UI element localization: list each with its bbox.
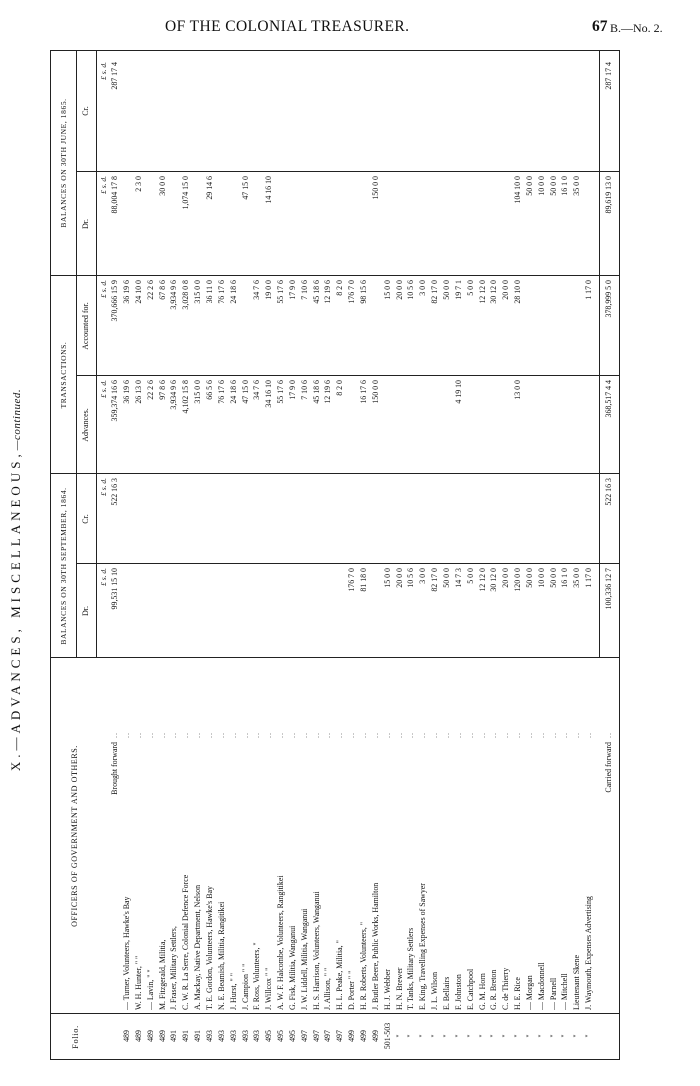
transactions-header: TRANSACTIONS.	[59, 341, 68, 409]
dr-1865-cell: 1,074 15 0	[181, 176, 191, 210]
dr-1864-cell: 176 7 0	[347, 568, 357, 592]
leader-dots: ..	[323, 732, 333, 738]
folio-cell: "	[524, 1034, 534, 1038]
folio-cell: "	[513, 1034, 523, 1038]
accounted-cell: 76 17 6	[216, 280, 226, 304]
folio-cell: 495	[264, 1030, 274, 1042]
advances-cell: 22 2 6	[145, 380, 155, 400]
cf-advances: 368,517 4 4	[604, 380, 613, 418]
folio-cell: 497	[335, 1030, 345, 1042]
folio-cell: "	[572, 1034, 582, 1038]
leader-dots: ..	[441, 732, 451, 738]
accounted-cell: 12 12 0	[477, 280, 487, 304]
dr-1864-cell: 1 17 0	[584, 568, 594, 588]
officer-name: — Morgan	[524, 975, 534, 1010]
folio-cell: 493	[204, 1030, 214, 1042]
advances-cell: 315 0 0	[193, 380, 203, 404]
table-row	[429, 50, 440, 1060]
table-row	[133, 50, 144, 1060]
accounted-cell: 22 2 6	[145, 280, 155, 300]
officer-name: E. Bellairs	[441, 976, 451, 1010]
table-row	[145, 50, 156, 1060]
dr-1865-cell: 47 15 0	[240, 176, 250, 200]
advances-cell: 4,102 15 8	[181, 380, 191, 414]
dr-1864-cell: 12 12 0	[477, 568, 487, 592]
accounted-cell: 8 2 0	[335, 280, 345, 296]
accounted-cell: 20 0 0	[394, 280, 404, 300]
currency-label: £ s. d.	[99, 62, 108, 80]
currency-label: £ s. d.	[99, 176, 108, 194]
advances-cell: 76 17 6	[216, 380, 226, 404]
accounted-cell: 50 0 0	[441, 280, 451, 300]
leader-dots: ..	[370, 732, 380, 738]
officer-name: H. N. Brewer	[394, 967, 404, 1010]
folio-cell: "	[489, 1034, 499, 1038]
folio-cell: "	[394, 1034, 404, 1038]
folio-cell: 493	[252, 1030, 262, 1042]
dr-1864-cell: 35 0 0	[572, 568, 582, 588]
balances-1864-header: BALANCES ON 30TH SEPTEMBER, 1864.	[59, 487, 68, 645]
advances-cell: 150 0 0	[370, 380, 380, 404]
table-row	[157, 50, 168, 1060]
leader-dots: ..	[513, 732, 523, 738]
accounted-cell: 15 0 0	[382, 280, 392, 300]
table-row	[488, 50, 499, 1060]
folio-cell: 493	[216, 1030, 226, 1042]
cf-cr-1864: 522 16 3	[604, 478, 613, 506]
folio-cell: 491	[193, 1030, 203, 1042]
folio-cell: "	[430, 1034, 440, 1038]
cf-accounted: 378,999 5 0	[604, 280, 613, 318]
accounted-cell: 12 19 6	[323, 280, 333, 304]
leader-dots: ..	[453, 732, 463, 738]
dr-1864-cell: 20 0 0	[394, 568, 404, 588]
advances-cell: 26 13 0	[133, 380, 143, 404]
table-row	[192, 50, 203, 1060]
caption-main: X.—ADVANCES, MISCELLANEOUS,	[8, 450, 23, 772]
currency-label: £ s. d.	[99, 478, 108, 496]
dr-1864-cell: 81 18 0	[359, 568, 368, 592]
dr-1865-cell: 150 0 0	[370, 176, 380, 200]
leader-dots: ..	[122, 732, 131, 738]
folio-cell: 489	[157, 1030, 167, 1042]
accounted-cell: 315 0 0	[193, 280, 203, 304]
officer-name: H. R. Roberts, Volunteers, "	[359, 922, 368, 1010]
accounted-cell: 3,934 9 6	[169, 280, 179, 310]
accounted-cell: 34 7 6	[252, 280, 262, 300]
table-row	[180, 50, 191, 1060]
officer-name: H. S. Harrison, Volunteers, Wanganui	[311, 891, 321, 1010]
table-row	[311, 50, 322, 1060]
officer-name: J. Allison, " "	[323, 967, 333, 1010]
table-row	[512, 50, 523, 1060]
table-row	[441, 50, 452, 1060]
folio-cell: "	[548, 1034, 558, 1038]
carried-forward-row: Carried forward .. 100,336 12 7 522 16 3 368,517 4 4 378,999 5 0 89,619 13 0 287 17 4	[603, 50, 614, 1060]
folio-cell: 497	[311, 1030, 321, 1042]
officer-name: N. E. Beamish, Militia, Rangitikei	[216, 901, 226, 1010]
table-row	[263, 50, 274, 1060]
leader-dots: ..	[287, 732, 297, 738]
dr-1865-cell: 50 0 0	[524, 176, 534, 196]
cr-1865-header: Cr.	[81, 106, 90, 116]
dr-1864-cell: 120 0 0	[513, 568, 523, 592]
advances-cell: 66 5 6	[204, 380, 214, 400]
table-row	[548, 50, 559, 1060]
accounted-cell: 67 8 6	[157, 280, 167, 300]
table-row	[275, 50, 286, 1060]
bf-dr-1865: 88,004 17 8	[110, 176, 119, 214]
officer-name: J. Willcox " "	[264, 967, 274, 1010]
table-row	[334, 50, 345, 1060]
table-row	[583, 50, 594, 1060]
leader-dots: ..	[548, 732, 558, 738]
officers-header: OFFICERS OF GOVERNMENT AND OTHERS.	[70, 745, 79, 927]
dr-1865-cell: 29 14 6	[204, 176, 214, 200]
officer-name: J. Waymouth, Expenses Advertising	[584, 896, 594, 1010]
advances-cell: 34 16 10	[264, 380, 274, 408]
officer-name: W. H. Hunter, " "	[133, 955, 143, 1010]
table-row	[417, 50, 428, 1060]
dr-1864-cell: 10 0 0	[536, 568, 546, 588]
officer-name: G. Fisk, Militia, Wanganui	[287, 925, 297, 1010]
accounted-cell: 30 12 0	[489, 280, 499, 304]
leader-dots: ..	[477, 732, 487, 738]
balances-1865-header: BALANCES ON 30TH JUNE, 1865.	[59, 98, 68, 228]
table-row	[299, 50, 310, 1060]
dr-1864-cell: 82 17 0	[430, 568, 440, 592]
leader-dots: ..	[501, 732, 511, 738]
table-row	[370, 50, 381, 1060]
folio-cell: 495	[276, 1030, 286, 1042]
accounted-header: Accounted for.	[81, 302, 90, 350]
bf-cr-1864: 522 16 3	[110, 478, 119, 506]
officer-name: J. L. Wilson	[430, 971, 440, 1010]
leader-dots: ..	[524, 732, 534, 738]
table-row	[571, 50, 582, 1060]
folio-cell: "	[560, 1034, 570, 1038]
cf-dr-1865: 89,619 13 0	[604, 176, 613, 214]
leader-dots: ..	[264, 732, 274, 738]
officer-name: T. E. Gordon, Volunteers, Hawke's Bay	[204, 886, 214, 1010]
folio-header: Folio.	[70, 1025, 80, 1049]
advances-cell: 55 17 6	[276, 380, 286, 404]
table-row	[322, 50, 333, 1060]
leader-dots: ..	[489, 732, 499, 738]
officer-name: J. Fraser, Military Settlers,	[169, 926, 179, 1010]
folio-cell: 499	[370, 1030, 380, 1042]
officer-name: T. Tanks, Military Settlers	[406, 927, 416, 1010]
officer-name: H. J. Webber	[382, 969, 392, 1010]
table-row	[394, 50, 405, 1060]
dr-1865-cell: 30 0 0	[157, 176, 167, 196]
leader-dots: ..	[335, 732, 345, 738]
folio-cell: "	[477, 1034, 487, 1038]
table-row	[382, 50, 393, 1060]
dr-1864-cell: 50 0 0	[524, 568, 534, 588]
officer-name: — Parnell	[548, 977, 558, 1010]
folio-cell: "	[441, 1034, 451, 1038]
officer-name: — Lavin, " "	[145, 969, 155, 1010]
table-row	[251, 50, 262, 1060]
dr-1865-cell: 35 0 0	[572, 176, 582, 196]
officer-name: — Mitchell	[560, 973, 570, 1010]
dr-1864-cell: 50 0 0	[441, 568, 451, 588]
folio-cell: 489	[122, 1030, 131, 1042]
table-row	[346, 50, 357, 1060]
leader-dots: ..	[133, 732, 143, 738]
accounted-cell: 7 10 6	[299, 280, 309, 300]
bf-accounted: 370,666 15 9	[110, 280, 119, 322]
table-row	[453, 50, 464, 1060]
leader-dots: ..	[240, 732, 250, 738]
folio-cell: "	[406, 1034, 416, 1038]
leader-dots: ..	[572, 732, 582, 738]
leader-dots: ..	[406, 732, 416, 738]
advances-header: Advances.	[81, 408, 90, 442]
bf-dr-1864: 99,531 15 10	[110, 568, 119, 610]
table-caption	[8, 130, 32, 1030]
accounted-cell: 24 10 0	[133, 280, 143, 304]
currency-label: £ s. d.	[99, 280, 108, 298]
dr-1865-cell: 50 0 0	[548, 176, 558, 196]
folio-cell: 491	[169, 1030, 179, 1042]
dr-1864-cell: 5 0 0	[465, 568, 475, 584]
leader-dots: ..	[430, 732, 440, 738]
leader-dots: ..	[169, 732, 179, 738]
officer-name: A. Mackay, Native Department, Nelson	[193, 884, 203, 1010]
folio-cell: 491	[181, 1030, 191, 1042]
advances-cell: 16 17 6	[359, 380, 368, 404]
accounted-cell: 19 0 0	[264, 280, 274, 300]
officer-name: F. Ross, Volunteers, "	[252, 942, 262, 1010]
officer-name: F. Johnston	[453, 974, 463, 1010]
leader-dots: ..	[347, 732, 357, 738]
folio-cell: 497	[323, 1030, 333, 1042]
cr-1864-header: Cr.	[81, 514, 90, 524]
advances-cell: 47 15 0	[240, 380, 250, 404]
folio-cell: "	[536, 1034, 546, 1038]
dr-1865-cell: 14 16 10	[264, 176, 274, 204]
officer-name: C. de Thierry	[501, 967, 511, 1010]
table-row	[216, 50, 227, 1060]
dr-1865-cell: 10 0 0	[536, 176, 546, 196]
advances-cell: 4 19 10	[453, 380, 463, 404]
accounted-cell: 24 18 6	[228, 280, 238, 304]
caption-continued: —continued.	[11, 388, 23, 451]
advances-cell: 36 19 6	[122, 380, 131, 404]
document-reference: B.—No. 2.	[610, 21, 663, 35]
dr-1865-cell: 104 10 0	[513, 176, 523, 204]
dr-1864-cell: 16 1 0	[560, 568, 570, 588]
dr-1864-cell: 14 7 3	[453, 568, 463, 588]
advances-cell: 8 2 0	[335, 380, 345, 396]
officer-name: J. Hurst, " "	[228, 973, 238, 1010]
leader-dots: ..	[394, 732, 404, 738]
leader-dots: ..	[311, 732, 321, 738]
accounted-cell: 10 5 6	[406, 280, 416, 300]
folio-cell: "	[584, 1034, 594, 1038]
officer-name: — Macdonnell	[536, 962, 546, 1010]
leader-dots: ..	[181, 732, 191, 738]
page-number: 67	[592, 18, 608, 35]
dr-1865-header: Dr.	[81, 219, 90, 229]
dr-1864-cell: 20 0 0	[501, 568, 511, 588]
folio-cell: 499	[359, 1030, 368, 1042]
table-row	[287, 50, 298, 1060]
table-row	[524, 50, 535, 1060]
accounted-cell: 82 17 0	[430, 280, 440, 304]
leader-dots: ..	[536, 732, 546, 738]
advances-cell: 3,934 9 6	[169, 380, 179, 410]
leader-dots: ..	[157, 732, 167, 738]
brought-forward-label: Brought forward	[110, 742, 119, 795]
accounted-cell: 3 0 0	[418, 280, 428, 296]
dr-1864-cell: 15 0 0	[382, 568, 392, 588]
advances-cell: 13 0 0	[513, 380, 523, 400]
officer-name: H. E. Rice	[513, 977, 523, 1010]
currency-label: £ s. d.	[99, 380, 108, 398]
leader-dots: ..	[228, 732, 238, 738]
accounted-cell: 28 10 0	[513, 280, 523, 304]
advances-cell: 17 9 0	[287, 380, 297, 400]
folio-cell: 501-503	[382, 1022, 392, 1050]
advances-cell: 24 18 6	[228, 380, 238, 404]
folio-cell: 493	[228, 1030, 238, 1042]
leader-dots: ..	[299, 732, 309, 738]
accounted-cell: 5 0 0	[465, 280, 475, 296]
leader-dots: ..	[252, 732, 262, 738]
advances-cell: 97 8 6	[157, 380, 167, 400]
table-row	[405, 50, 416, 1060]
leader-dots: ..	[382, 732, 392, 738]
table-row	[477, 50, 488, 1060]
officer-name: C. W. R. La Serre, Colonial Defence Force	[181, 874, 191, 1010]
table-row	[228, 50, 239, 1060]
leader-dots: ..	[465, 732, 475, 738]
officer-name: E. King, Travelling Expenses of Sawyer	[418, 883, 428, 1010]
leader-dots: ..	[584, 732, 594, 738]
officer-name: A. W. F. Halcombe, Volunteers, Rangitikei	[276, 875, 286, 1010]
leader-dots: ..	[276, 732, 286, 738]
accounted-cell: 17 9 0	[287, 280, 297, 300]
brought-forward-row: Brought forward .. 99,531 15 10 522 16 3 359,374 16 6 370,666 15 9 88,004 17 8 287 17 4	[109, 50, 120, 1060]
officer-name: J. W. Liddell, Militia, Wanganui	[299, 908, 309, 1010]
advances-cell: 12 19 6	[323, 380, 333, 404]
officer-name: J. Butler Beere, Public Works, Hamilton	[370, 882, 380, 1010]
folio-cell: 493	[240, 1030, 250, 1042]
table-row	[240, 50, 251, 1060]
dr-1864-cell: 3 0 0	[418, 568, 428, 584]
table-row	[500, 50, 511, 1060]
table-row	[559, 50, 570, 1060]
folio-cell: 499	[347, 1030, 357, 1042]
officer-name: — Turner, Volunteers, Hawke's Bay	[122, 896, 131, 1010]
dr-1864-cell: 10 5 6	[406, 568, 416, 588]
folio-cell: 495	[287, 1030, 297, 1042]
dr-1864-cell: 30 12 0	[489, 568, 499, 592]
officer-name: M. Fitzgerald, Militia,	[157, 939, 167, 1010]
officer-name: G. M. Horn	[477, 973, 487, 1010]
cf-dr-1864: 100,336 12 7	[604, 568, 613, 610]
bf-cr-1865: 287 17 4	[110, 62, 119, 90]
advances-cell: 45 18 6	[311, 380, 321, 404]
accounted-cell: 3,028 0 8	[181, 280, 191, 310]
cf-cr-1865: 287 17 4	[604, 62, 613, 90]
accounted-cell: 55 17 6	[276, 280, 286, 304]
folio-cell: "	[453, 1034, 463, 1038]
officer-name: G. R. Breton	[489, 969, 499, 1010]
table-row	[204, 50, 215, 1060]
accounted-cell: 45 18 6	[311, 280, 321, 304]
leader-dots: ..	[216, 732, 226, 738]
accounted-cell: 36 11 0	[204, 280, 214, 304]
currency-label: £ s. d.	[99, 568, 108, 586]
dr-1864-header: Dr.	[81, 606, 90, 616]
table-row	[358, 50, 369, 1060]
leader-dots: ..	[193, 732, 203, 738]
folio-cell: 489	[133, 1030, 143, 1042]
dr-1865-cell: 16 1 0	[560, 176, 570, 196]
leader-dots: ..	[560, 732, 570, 738]
table-row	[536, 50, 547, 1060]
accounted-cell: 98 15 6	[359, 280, 368, 304]
leader-dots: ..	[204, 732, 214, 738]
officer-name: J. Campion " "	[240, 963, 250, 1010]
accounted-cell: 1 17 0	[584, 280, 594, 300]
bf-advances: 359,374 16 6	[110, 380, 119, 422]
dr-1864-cell: 50 0 0	[548, 568, 558, 588]
dr-1865-cell: 2 3 0	[133, 176, 143, 192]
officer-name: Lieutenant Skene	[572, 955, 582, 1010]
folio-cell: "	[418, 1034, 428, 1038]
folio-cell: 497	[299, 1030, 309, 1042]
table-row	[465, 50, 476, 1060]
folio-cell: "	[501, 1034, 511, 1038]
ledger-table	[50, 50, 620, 1060]
leader-dots: ..	[418, 732, 428, 738]
page-header-title: OF THE COLONIAL TREASURER.	[165, 18, 410, 35]
advances-cell: 34 7 6	[252, 380, 262, 400]
advances-cell: 7 10 6	[299, 380, 309, 400]
accounted-cell: 36 19 6	[122, 280, 131, 304]
folio-cell: "	[465, 1034, 475, 1038]
table-row	[121, 50, 132, 1060]
officer-name: E. Catchpool	[465, 968, 475, 1010]
officer-name: D. Porter " "	[347, 970, 357, 1010]
leader-dots: ..	[359, 732, 368, 738]
officer-name: H. L. Peake, Militia, "	[335, 940, 345, 1010]
folio-cell: 489	[145, 1030, 155, 1042]
accounted-cell: 20 0 0	[501, 280, 511, 300]
leader-dots: ..	[145, 732, 155, 738]
carried-forward-label: Carried forward	[604, 742, 613, 793]
accounted-cell: 19 7 1	[453, 280, 463, 300]
accounted-cell: 176 7 0	[347, 280, 357, 304]
table-row	[168, 50, 179, 1060]
